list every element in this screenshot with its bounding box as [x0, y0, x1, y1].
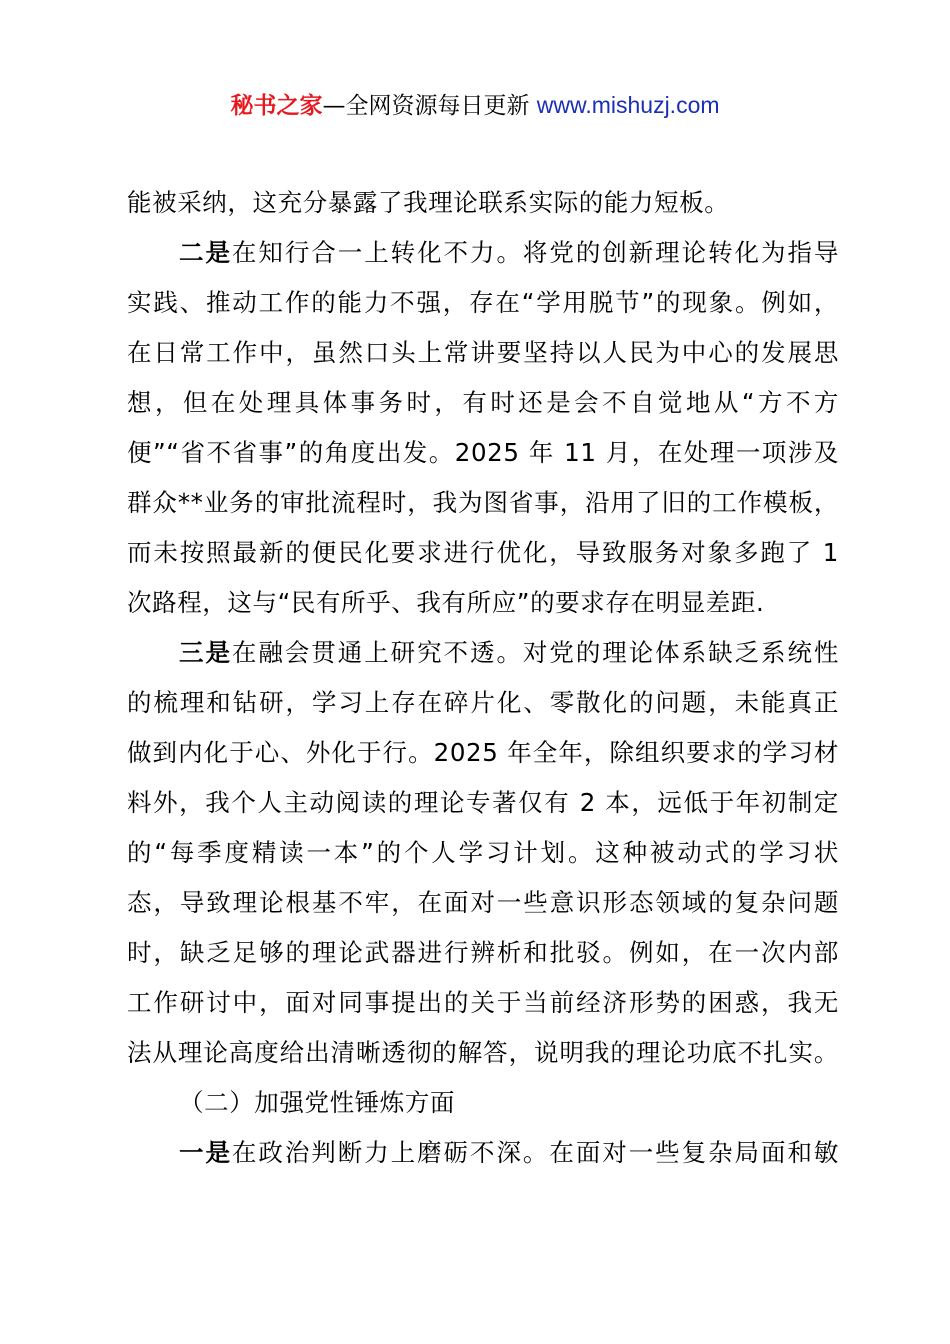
line-text: 次路程，这与“民有所乎、我有所应”的要求存在明显差距.	[127, 588, 765, 617]
line-text: 能被采纳，这充分暴露了我理论联系实际的能力短板。	[127, 188, 730, 217]
line-text: （二）加强党性锤炼方面	[179, 1088, 456, 1117]
text-line	[127, 1078, 839, 1128]
text-line	[127, 378, 839, 428]
text-line	[127, 928, 839, 978]
header-brand: 秘书之家	[230, 93, 323, 119]
header-tagline: —全网资源每日更新	[322, 93, 537, 119]
line-text: 法从理论高度给出清晰透彻的解答，说明我的理论功底不扎实。	[127, 1038, 839, 1067]
line-text: 工作研讨中，面对同事提出的关于当前经济形势的困惑，我无	[127, 988, 839, 1017]
text-line	[127, 628, 839, 678]
text-line	[127, 978, 839, 1028]
text-line	[127, 578, 839, 628]
line-text: 实践、推动工作的能力不强，存在“学用脱节”的现象。例如，	[127, 288, 839, 317]
line-text: 料外，我个人主动阅读的理论专著仅有 2 本，远低于年初制定	[127, 788, 839, 817]
line-text: 而未按照最新的便民化要求进行优化，导致服务对象多跑了 1	[127, 538, 839, 567]
text-line	[127, 1028, 839, 1078]
text-line	[127, 178, 839, 228]
text-line	[127, 828, 839, 878]
text-line	[127, 878, 839, 928]
text-line	[127, 678, 839, 728]
line-text: 时，缺乏足够的理论武器进行辨析和批驳。例如，在一次内部	[127, 938, 839, 967]
text-line	[127, 728, 839, 778]
bold-lead: 二是	[179, 238, 232, 267]
bold-lead: 三是	[179, 638, 232, 667]
text-line	[127, 328, 839, 378]
text-line	[127, 478, 839, 528]
text-line	[127, 278, 839, 328]
line-text: 做到内化于心、外化于行。2025 年全年，除组织要求的学习材	[127, 738, 839, 767]
line-text: 在日常工作中，虽然口头上常讲要坚持以人民为中心的发展思	[127, 338, 839, 367]
line-text: 想，但在处理具体事务时，有时还是会不自觉地从“方不方	[127, 388, 839, 417]
text-line	[127, 228, 839, 278]
bold-lead: 一是	[179, 1138, 232, 1167]
header-url-link[interactable]: www.mishuzj.com	[536, 92, 720, 118]
line-text: 群众**业务的审批流程时，我为图省事，沿用了旧的工作模板，	[127, 488, 839, 517]
document-body	[127, 178, 839, 1178]
text-line	[127, 1128, 839, 1178]
text-line	[127, 778, 839, 828]
page-header	[0, 88, 950, 123]
line-text: 的“每季度精读一本”的个人学习计划。这种被动式的学习状	[127, 838, 839, 867]
line-text: 在融会贯通上研究不透。对党的理论体系缺乏系统性	[231, 638, 839, 667]
line-text: 在政治判断力上磨砺不深。在面对一些复杂局面和敏	[231, 1138, 839, 1167]
line-text: 便”“省不省事”的角度出发。2025 年 11 月，在处理一项涉及	[127, 438, 839, 467]
line-text: 在知行合一上转化不力。将党的创新理论转化为指导	[231, 238, 839, 267]
text-line	[127, 428, 839, 478]
line-text: 态，导致理论根基不牢，在面对一些意识形态领域的复杂问题	[127, 888, 839, 917]
line-text: 的梳理和钻研，学习上存在碎片化、零散化的问题，未能真正	[127, 688, 839, 717]
text-line	[127, 528, 839, 578]
